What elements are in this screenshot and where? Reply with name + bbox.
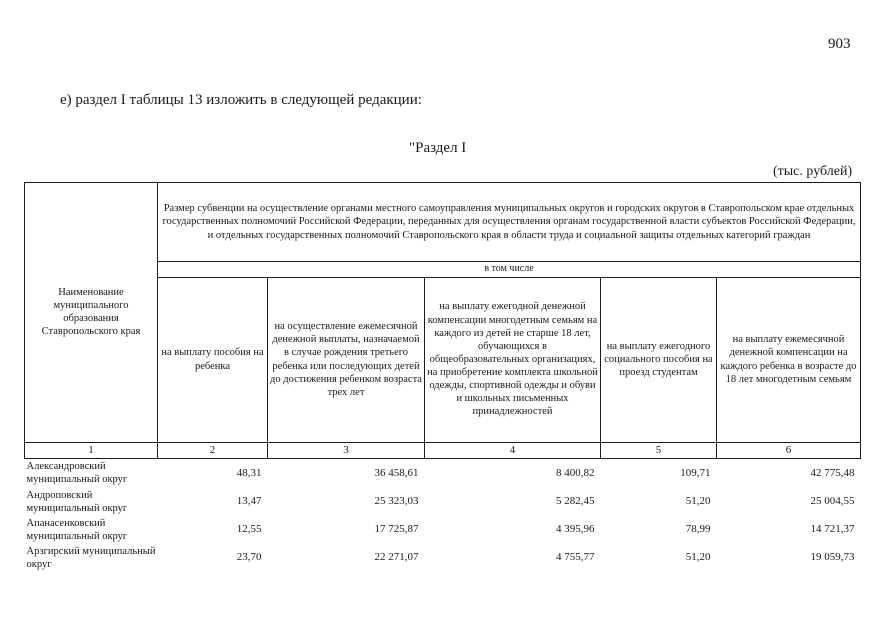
subheader-school-clothing-compensation: на выплату ежегодной денежной компенсации многодетным семьям на каждого из детей не старше 18 лет, обучающихся в общеобразовательных организациях, на приобретение комплекта школьной одежды, спортивной одежды и обуви и школьных письменных принадлежностей xyxy=(425,277,601,442)
subheader-large-family-compensation: на выплату ежемесячной денежной компенсации на каждого ребенка в возрасте до 18 лет многодетным семьям xyxy=(717,277,861,442)
cell-value: 4 395,96 xyxy=(556,523,595,535)
cell-value: 25 004,55 xyxy=(810,494,855,507)
subsidy-table xyxy=(24,182,861,572)
cell-value: 22 271,07 xyxy=(374,551,419,564)
intro-text: е) раздел I таблицы 13 изложить в следующей редакции: xyxy=(60,92,422,108)
cell-value: 25 323,03 xyxy=(374,494,419,507)
district-name: Александровский муниципальный округ xyxy=(26,461,128,486)
subheader-third-child-payment: на осуществление ежемесячной денежной выплаты, назначаемой в случае рождения третьего ребенка или последующих детей до достижения ребенком возраста трех лет xyxy=(268,277,425,442)
column-number: 2 xyxy=(158,442,268,459)
cell-value: 51,20 xyxy=(685,494,711,507)
cell-value: 12,55 xyxy=(236,523,262,535)
cell-value: 109,71 xyxy=(680,466,711,479)
column-number: 5 xyxy=(601,442,717,459)
column-number: 6 xyxy=(717,442,861,459)
page-number: 903 xyxy=(828,36,851,52)
including-header: в том числе xyxy=(158,262,861,278)
cell-value: 36 458,61 xyxy=(374,466,419,479)
district-name: Апанасенковский муниципальный округ xyxy=(26,517,128,542)
table-body xyxy=(25,459,861,573)
district-name: Арзгирский муниципальный округ xyxy=(26,546,156,571)
cell-value: 78,99 xyxy=(685,523,711,535)
cell-value: 42 775,48 xyxy=(810,466,855,479)
cell-value: 14 721,37 xyxy=(810,523,855,535)
cell-value: 5 282,45 xyxy=(556,494,595,507)
table-row xyxy=(25,459,861,488)
cell-value: 13,47 xyxy=(236,494,262,507)
district-name: Андроповский муниципальный округ xyxy=(26,489,128,514)
section-title: "Раздел I xyxy=(409,140,467,156)
table-row xyxy=(25,544,861,572)
cell-value: 17 725,87 xyxy=(374,523,419,535)
cell-value: 51,20 xyxy=(685,551,711,564)
subheader-child-benefit: на выплату пособия на ребенка xyxy=(158,277,268,442)
subheader-student-travel-benefit: на выплату ежегодного социального пособия на проезд студентам xyxy=(601,277,717,442)
table-row xyxy=(25,488,861,516)
column-number: 1 xyxy=(25,442,158,459)
cell-value: 23,70 xyxy=(236,551,262,564)
main-header: Размер субвенции на осуществление органами местного самоуправления муниципальных округов и городских округов в Ставропольском крае отдельных государственных полномочий Российской Федерации, переданных для осуществления органам государственной власти субъектов Российской Федерации, и отдельных государственных полномочий Ставропольского края в области труда и социальной защиты отдельных категорий граждан xyxy=(158,183,861,262)
table-row xyxy=(25,516,861,544)
column-number: 3 xyxy=(268,442,425,459)
cell-value: 8 400,82 xyxy=(556,466,595,479)
cell-value: 48,31 xyxy=(236,466,262,479)
units-label: (тыс. рублей) xyxy=(773,164,853,179)
name-column-header: Наименование муниципального образования Ставропольского края xyxy=(25,183,158,443)
cell-value: 19 059,73 xyxy=(810,551,855,564)
column-number: 4 xyxy=(425,442,601,459)
cell-value: 4 755,77 xyxy=(556,551,595,564)
table-header xyxy=(25,183,861,459)
